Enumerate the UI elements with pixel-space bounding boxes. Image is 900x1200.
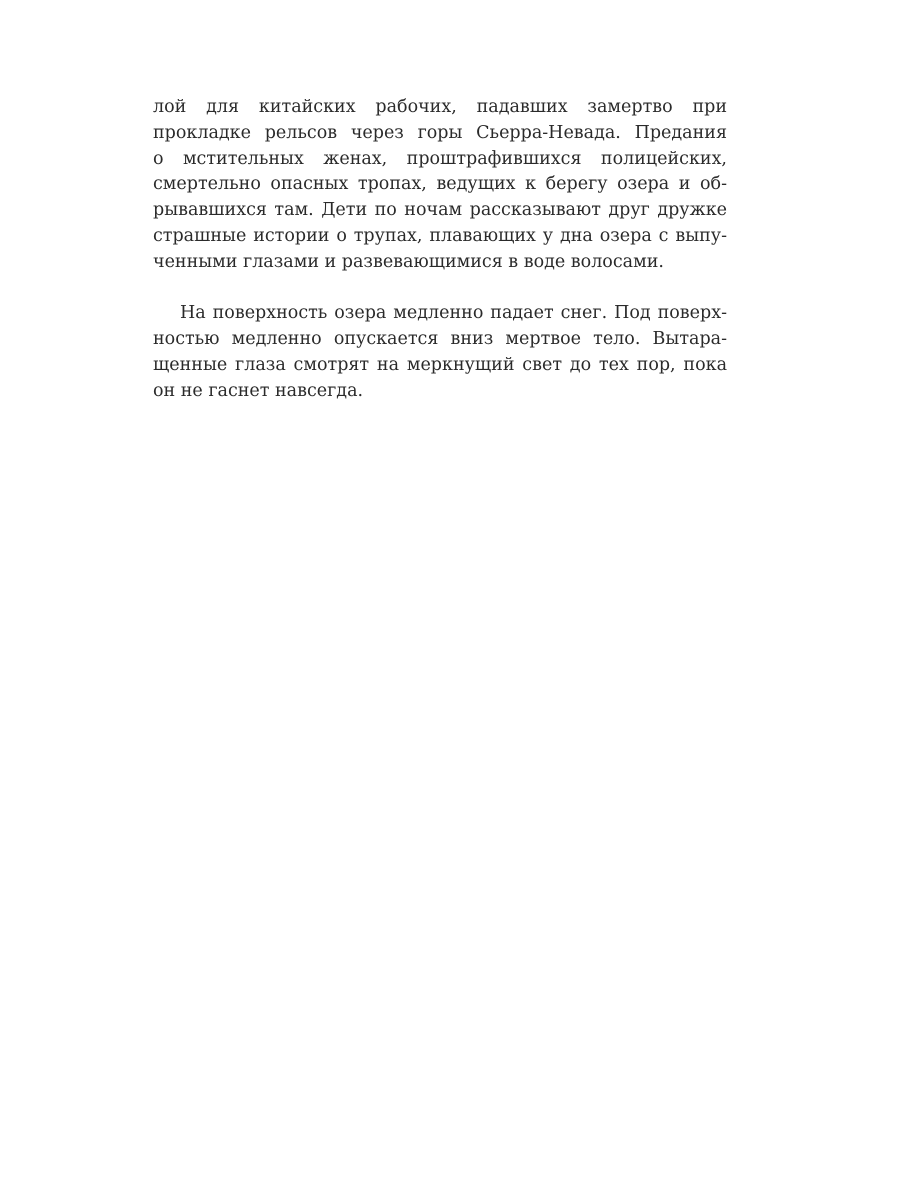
text-line: страшные истории о трупах, плавающих у дна озера с выпу- bbox=[153, 225, 727, 246]
paragraph-2 bbox=[153, 301, 727, 404]
text-line: ченными глазами и развевающимися в воде волосами. bbox=[153, 251, 664, 272]
text-line: ностью медленно опускается вниз мертвое тело. Вытара- bbox=[153, 329, 727, 350]
text-line: о мстительных женах, проштрафившихся полицейских, bbox=[153, 148, 727, 169]
text-line: лой для китайских рабочих, падавших замертво при bbox=[153, 97, 727, 117]
text-line: На поверхность озера медленно падает снег. Под поверх- bbox=[180, 303, 727, 324]
text-line: рывавшихся там. Дети по ночам рассказывают друг дружке bbox=[153, 200, 727, 221]
paragraph-spacer bbox=[153, 276, 727, 302]
body-text bbox=[153, 95, 727, 405]
text-line: щенные глаза смотрят на меркнущий свет до тех пор, пока bbox=[153, 354, 727, 375]
text-line: смертельно опасных тропах, ведущих к берегу озера и об- bbox=[153, 174, 727, 195]
text-line: он не гаснет навсегда. bbox=[153, 380, 364, 401]
paragraph-1 bbox=[153, 95, 727, 276]
text-line: прокладке рельсов через горы Сьерра-Невада. Предания bbox=[153, 122, 727, 143]
